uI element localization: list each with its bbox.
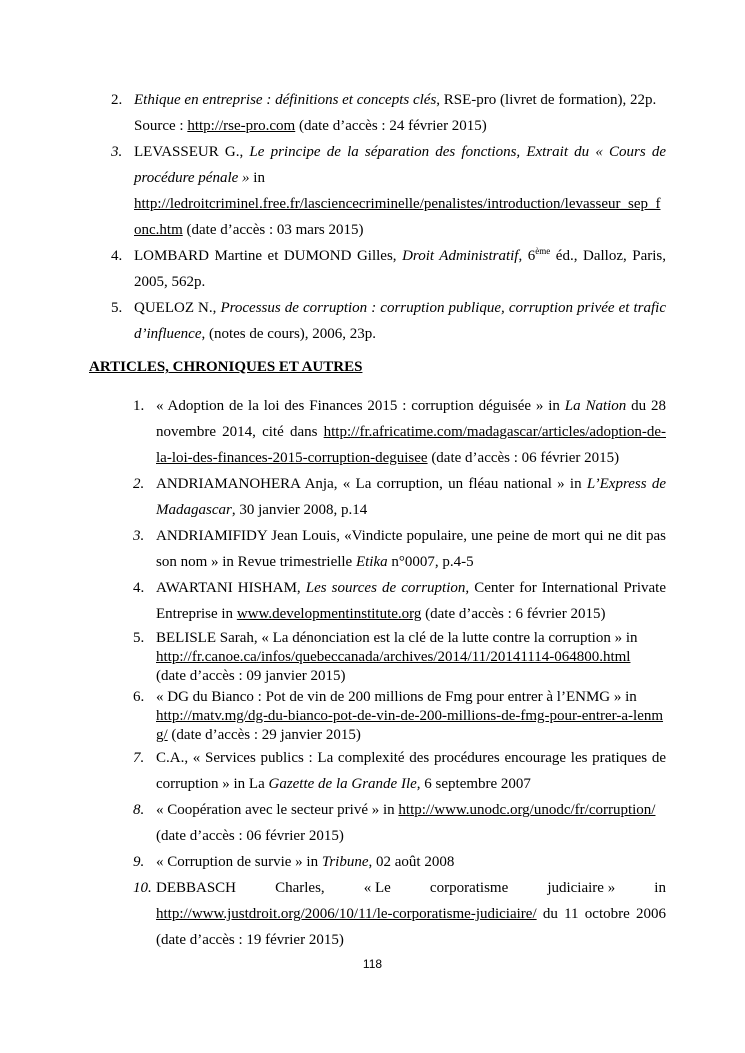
reference-author: LEVASSEUR G., xyxy=(134,144,250,160)
reference-link[interactable]: www.developmentinstitute.org xyxy=(236,606,422,622)
reference-access-date: (date d’accès : 6 février 2015) xyxy=(421,606,606,622)
reference-entry xyxy=(90,295,666,347)
reference-access-date: (date d’accès : 29 janvier 2015) xyxy=(167,727,361,743)
reference-author-given: Charles, xyxy=(275,880,325,896)
reference-publication: La Nation xyxy=(564,398,627,414)
reference-entry xyxy=(112,523,666,575)
reference-text: C.A., « Services publics : La complexité des procédures encourage les pratiques de corruption » in La xyxy=(156,750,666,792)
reference-number: 3. xyxy=(111,144,123,160)
reference-author: DEBBASCH xyxy=(156,880,237,896)
reference-publication: Les sources de corruption, xyxy=(305,580,470,596)
reference-entry xyxy=(112,686,666,745)
reference-text: « DG du Bianco : Pot de vin de 200 millions de Fmg pour entrer à l’ENMG » in xyxy=(156,689,637,705)
reference-number: 1. xyxy=(133,398,145,414)
reference-link-continued[interactable]: onc.htm xyxy=(134,222,183,238)
reference-entry xyxy=(112,745,666,797)
reference-number: 4. xyxy=(133,580,145,596)
reference-number: 10. xyxy=(133,880,152,896)
reference-author: LOMBARD Martine et DUMOND Gilles, xyxy=(134,248,403,264)
reference-details: , 30 janvier 2008, p.14 xyxy=(231,502,368,518)
reference-number: 2. xyxy=(133,476,145,492)
reference-entry xyxy=(112,849,666,875)
reference-source-label: Source : xyxy=(134,118,188,134)
reference-number: 7. xyxy=(133,750,145,766)
reference-publication: Gazette de la Grande Ile xyxy=(268,776,417,792)
reference-entry xyxy=(90,87,666,139)
reference-access-date: (date d’accès : 03 mars 2015) xyxy=(182,222,364,238)
reference-access-date: (date d’accès : 09 janvier 2015) xyxy=(156,668,346,684)
reference-details: du 28 novembre 2014, cité dans xyxy=(156,398,666,440)
reference-link[interactable]: http://fr.canoe.ca/infos/quebeccanada/archives/2014/11/20141114-064800.html xyxy=(156,649,631,665)
reference-text: « Adoption de la loi des Finances 2015 : corruption déguisée » in xyxy=(156,398,565,414)
reference-details: , 6 xyxy=(518,248,536,264)
reference-in-word: in xyxy=(654,880,666,896)
reference-entry xyxy=(112,575,666,627)
reference-text: BELISLE Sarah, « La dénonciation est la clé de la lutte contre la corruption » in xyxy=(156,630,638,646)
reference-details: , 02 août 2008 xyxy=(368,854,455,870)
reference-link[interactable]: http://www.unodc.org/unodc/fr/corruption/ xyxy=(398,802,656,818)
reference-link[interactable]: http://rse-pro.com xyxy=(187,118,296,134)
reference-access-date: (date d’accès : 06 février 2015) xyxy=(427,450,620,466)
reference-entry xyxy=(112,797,666,849)
reference-details: , 6 septembre 2007 xyxy=(416,776,531,792)
reference-access-date: (date d’accès : 06 février 2015) xyxy=(156,828,344,844)
reference-entry xyxy=(112,627,666,686)
reference-author: QUELOZ N., xyxy=(134,300,221,316)
reference-entry xyxy=(90,139,666,243)
reference-publication: Etika xyxy=(355,554,388,570)
reference-details: , (notes de cours), 2006, 23p. xyxy=(201,326,377,342)
reference-title-word: corporatisme xyxy=(429,880,509,896)
reference-text: AWARTANI HISHAM, xyxy=(156,580,306,596)
reference-entry xyxy=(112,471,666,523)
reference-entry xyxy=(90,243,666,295)
reference-number: 2. xyxy=(111,92,123,108)
bibliography-list-articles xyxy=(112,393,666,953)
reference-text: « Coopération avec le secteur privé » in xyxy=(156,802,399,818)
reference-title: Processus de corruption : corruption publique, corruption privée et trafic d’influence xyxy=(134,300,666,342)
reference-access-date: (date d’accès : 24 février 2015) xyxy=(295,118,487,134)
reference-link[interactable]: http://fr.africatime.com/madagascar/articles/adoption-de-la-loi-des-finances-2015-corruption-deguisee xyxy=(156,424,666,466)
bibliography-list-top xyxy=(90,87,666,347)
reference-text: ANDRIAMIFIDY Jean Louis, «Vindicte populaire, une peine de mort qui ne dit pas son nom » in Revue trimestrielle xyxy=(156,528,666,570)
reference-entry xyxy=(112,393,666,471)
reference-entry xyxy=(112,875,666,953)
reference-details: in xyxy=(249,170,265,186)
reference-text: « Corruption de survie » in xyxy=(156,854,322,870)
reference-details: Center for International Private Entreprise in xyxy=(156,580,666,622)
reference-number: 5. xyxy=(111,300,123,316)
section-heading: ARTICLES, CHRONIQUES ET AUTRES xyxy=(89,359,363,375)
reference-title-word: judiciaire » xyxy=(547,880,616,896)
reference-number: 3. xyxy=(133,528,145,544)
reference-number: 8. xyxy=(133,802,145,818)
reference-number: 5. xyxy=(133,630,145,646)
reference-link[interactable]: http://www.justdroit.org/2006/10/11/le-corporatisme-judiciaire/ xyxy=(156,906,537,922)
reference-text: ANDRIAMANOHERA Anja, « La corruption, un fléau national » in xyxy=(156,476,587,492)
reference-title: Ethique en entreprise : définitions et concepts clés xyxy=(134,92,437,108)
reference-first-line xyxy=(156,875,666,901)
reference-link[interactable]: http://matv.mg/dg-du-bianco-pot-de-vin-de-200-millions-de-fmg-pour-entrer-a-lenmg/ xyxy=(156,708,664,743)
reference-link[interactable]: http://ledroitcriminel.free.fr/lasciencecriminelle/penalistes/introduction/levasseur_sep_f xyxy=(134,196,661,212)
reference-title-word: « Le xyxy=(363,880,391,896)
reference-number: 4. xyxy=(111,248,123,264)
page-number: 118 xyxy=(362,957,383,971)
reference-publisher: éd., Dalloz, Paris, 2005, 562p. xyxy=(134,248,667,290)
reference-number: 6. xyxy=(133,689,145,705)
edition-superscript: ème xyxy=(535,246,551,256)
reference-title: Le principe de la séparation des fonctions, Extrait du « Cours de procédure pénale » xyxy=(134,144,666,186)
reference-details: n°0007, p.4-5 xyxy=(387,554,474,570)
reference-publication: Tribune xyxy=(321,854,369,870)
reference-number: 9. xyxy=(133,854,145,870)
reference-publication: L’Express de Madagascar xyxy=(156,476,666,518)
reference-details: , RSE-pro (livret de formation), 22p. xyxy=(436,92,657,108)
reference-details: du 11 octobre 2006 (date d’accès : 19 février 2015) xyxy=(156,906,666,948)
reference-title: Droit Administratif xyxy=(402,248,519,264)
